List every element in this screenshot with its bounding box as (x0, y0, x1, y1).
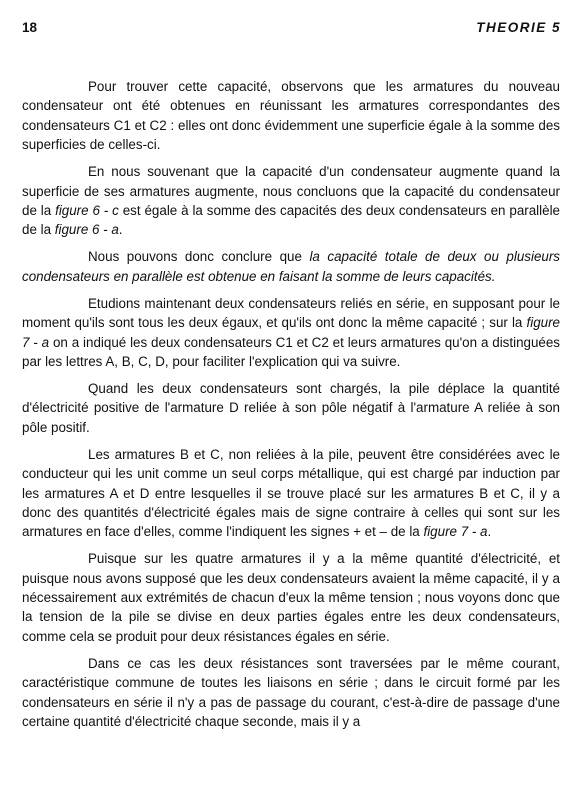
text-run: Etudions maintenant deux condensateurs reliés en série, en supposant pour le moment qu'ils sont tous les deux égaux, et qu'ils ont donc la même capacité ; sur la (22, 295, 560, 331)
text-run: Nous pouvons donc conclure que (88, 249, 310, 265)
paragraph (22, 445, 560, 542)
paragraph (22, 379, 560, 437)
paragraph (22, 247, 560, 286)
text-run: Pour trouver cette capacité, observons que les armatures du nouveau condensateur ont été obtenues en réunissant les armatures correspondantes des condensateurs C1 et C2 : elles ont donc évidemment une superficie égale à la somme des superficies de celles-ci. (22, 79, 560, 153)
text-run: on a indiqué les deux condensateurs C1 et C2 et leurs armatures qu'on a distinguées par les lettres A, B, C, D, pour faciliter l'explication qui va suivre. (22, 334, 560, 369)
text-run: Les armatures B et C, non reliées à la pile, peuvent être considérées avec le conducteur qui les unit comme un seul corps métallique, qui est chargé par induction par les armatures A et D entre lesquelles il se trouve placé sur les armatures B et C, il y a donc des quantités d'électricité égales mais de signe contraire à celles qui sont sur les armatures en face d'elles, comme l'indiquent les signes + et – de la (22, 446, 560, 540)
paragraph (22, 549, 560, 646)
text-run: est égale à la somme des capacités des deux condensateurs en parallèle de la (22, 202, 560, 238)
italic-run: figure 6 - c (55, 202, 119, 218)
paragraph (22, 294, 560, 371)
paragraph (22, 77, 560, 154)
running-title: THEORIE 5 (476, 20, 561, 35)
text-run: . (487, 524, 492, 540)
page-header (22, 20, 561, 40)
text-run: Puisque sur les quatre armatures il y a la même quantité d'électricité, et puisque nous avons supposé que les deux condensateurs avaient la même capacité, il y a nécessairement aux extrémités de chacun d'eux la même tension ; nous voyons donc que la tension de la pile se divise en deux parties égales entre les deux condensateurs, comme cela se produit pour deux résistances égales en série. (22, 551, 560, 644)
text-run: En nous souvenant que la capacité d'un condensateur augmente quand la superficie de ses armatures augmente, nous concluons que la capacité du condensateur de la (22, 164, 560, 218)
paragraph (22, 654, 560, 731)
text-run: . (118, 222, 123, 238)
text-run: Quand les deux condensateurs sont chargés, la pile déplace la quantité d'électricité positive de l'armature D reliée à son pôle négatif à l'armature A reliée à son pôle positif. (22, 381, 560, 435)
body-text (22, 77, 560, 739)
italic-run: figure 6 - a (54, 222, 119, 238)
paragraph (22, 162, 560, 239)
italic-run: figure 7 - a (22, 315, 560, 350)
text-run: Dans ce cas les deux résistances sont traversées par le même courant, caractéristique commune de toutes les liaisons en série ; dans le circuit formé par les condensateurs en série il n'y a pas de passage du courant, c'est-à-dire de passage d'une certaine quantité d'électricité chaque seconde, mais il y a (22, 655, 560, 729)
italic-run: la capacité totale de deux ou plusieurs condensateurs en parallèle est obtenue en faisant la somme de leurs capacités. (22, 249, 561, 284)
italic-run: figure 7 - a (423, 524, 488, 540)
page-number: 18 (22, 20, 38, 35)
